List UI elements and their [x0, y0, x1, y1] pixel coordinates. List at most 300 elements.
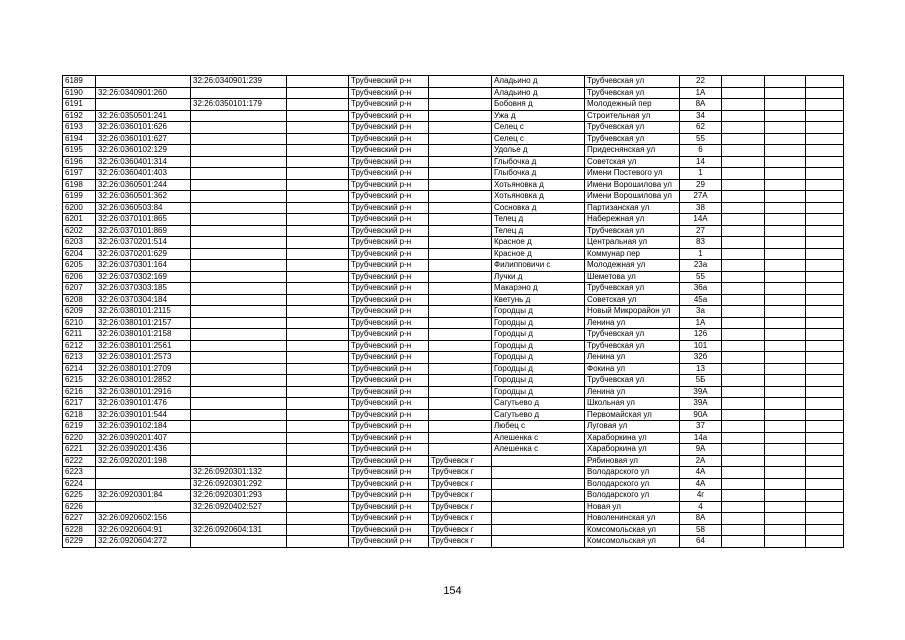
street-cell: Ленина ул: [585, 386, 680, 398]
blank-cell-1: [722, 455, 765, 467]
cadastral-number-2-cell: 32:26:0920301:293: [191, 490, 287, 502]
blank-cell-1: [722, 536, 765, 548]
blank-cell-2: [765, 352, 806, 364]
city-cell: [429, 444, 492, 456]
blank-cell-3: [806, 375, 844, 387]
cadastral-number-cell: [96, 501, 191, 513]
cadastral-number-2-cell: [191, 432, 287, 444]
blank-cell-1: [722, 156, 765, 168]
street-cell: Рябиновая ул: [585, 455, 680, 467]
extra-cell: [287, 455, 349, 467]
blank-cell-1: [722, 214, 765, 226]
house-number-cell: 22: [680, 76, 722, 88]
blank-cell-3: [806, 398, 844, 410]
table-row: [63, 432, 844, 444]
row-number-cell: 6222: [63, 455, 96, 467]
district-cell: Трубчевский р-н: [349, 524, 429, 536]
row-number-cell: 6192: [63, 110, 96, 122]
district-cell: Трубчевский р-н: [349, 271, 429, 283]
cadastral-number-2-cell: [191, 237, 287, 249]
street-cell: Новоленинская ул: [585, 513, 680, 525]
row-number-cell: 6200: [63, 202, 96, 214]
district-cell: Трубчевский р-н: [349, 294, 429, 306]
blank-cell-2: [765, 536, 806, 548]
settlement-cell: Кветунь д: [492, 294, 585, 306]
cadastral-number-cell: 32:26:0370301:164: [96, 260, 191, 272]
district-cell: Трубчевский р-н: [349, 133, 429, 145]
district-cell: Трубчевский р-н: [349, 501, 429, 513]
house-number-cell: 38: [680, 202, 722, 214]
settlement-cell: Телец д: [492, 214, 585, 226]
district-cell: Трубчевский р-н: [349, 444, 429, 456]
house-number-cell: 55: [680, 133, 722, 145]
blank-cell-2: [765, 214, 806, 226]
cadastral-number-cell: 32:26:0380101:2115: [96, 306, 191, 318]
table-row: [63, 202, 844, 214]
cadastral-number-2-cell: [191, 363, 287, 375]
street-cell: Фокина ул: [585, 363, 680, 375]
extra-cell: [287, 145, 349, 157]
cadastral-number-cell: 32:26:0920602:156: [96, 513, 191, 525]
blank-cell-2: [765, 329, 806, 341]
cadastral-number-2-cell: [191, 122, 287, 134]
extra-cell: [287, 375, 349, 387]
blank-cell-3: [806, 260, 844, 272]
cadastral-number-cell: 32:26:0340901:260: [96, 87, 191, 99]
cadastral-number-cell: [96, 76, 191, 88]
blank-cell-3: [806, 99, 844, 111]
city-cell: [429, 179, 492, 191]
blank-cell-1: [722, 248, 765, 260]
blank-cell-1: [722, 271, 765, 283]
blank-cell-1: [722, 168, 765, 180]
table-row: [63, 283, 844, 295]
cadastral-number-2-cell: [191, 375, 287, 387]
blank-cell-2: [765, 363, 806, 375]
blank-cell-2: [765, 398, 806, 410]
blank-cell-2: [765, 478, 806, 490]
blank-cell-3: [806, 513, 844, 525]
city-cell: [429, 225, 492, 237]
street-cell: Партизанская ул: [585, 202, 680, 214]
district-cell: Трубчевский р-н: [349, 432, 429, 444]
blank-cell-2: [765, 202, 806, 214]
row-number-cell: 6217: [63, 398, 96, 410]
house-number-cell: 14: [680, 156, 722, 168]
table-row: [63, 87, 844, 99]
settlement-cell: Телец д: [492, 225, 585, 237]
street-cell: Имени Ворошилова ул: [585, 191, 680, 203]
house-number-cell: 126: [680, 329, 722, 341]
city-cell: [429, 76, 492, 88]
district-cell: Трубчевский р-н: [349, 478, 429, 490]
cadastral-number-2-cell: 32:26:0920301:132: [191, 467, 287, 479]
cadastral-number-2-cell: [191, 421, 287, 433]
city-cell: [429, 260, 492, 272]
cadastral-number-cell: 32:26:0350501:241: [96, 110, 191, 122]
extra-cell: [287, 260, 349, 272]
city-cell: Трубчевск г: [429, 536, 492, 548]
table-row: [63, 260, 844, 272]
settlement-cell: Городцы д: [492, 306, 585, 318]
settlement-cell: [492, 501, 585, 513]
extra-cell: [287, 248, 349, 260]
street-cell: Трубчевская ул: [585, 329, 680, 341]
registry-table-body: [63, 76, 844, 548]
blank-cell-2: [765, 168, 806, 180]
blank-cell-1: [722, 352, 765, 364]
blank-cell-3: [806, 225, 844, 237]
row-number-cell: 6199: [63, 191, 96, 203]
blank-cell-3: [806, 168, 844, 180]
table-row: [63, 145, 844, 157]
street-cell: Придеснянская ул: [585, 145, 680, 157]
street-cell: Володарского ул: [585, 478, 680, 490]
blank-cell-2: [765, 490, 806, 502]
cadastral-number-cell: [96, 467, 191, 479]
settlement-cell: Сагутьево д: [492, 398, 585, 410]
city-cell: [429, 145, 492, 157]
city-cell: [429, 340, 492, 352]
extra-cell: [287, 202, 349, 214]
blank-cell-2: [765, 122, 806, 134]
settlement-cell: Любец с: [492, 421, 585, 433]
blank-cell-1: [722, 398, 765, 410]
blank-cell-2: [765, 179, 806, 191]
row-number-cell: 6216: [63, 386, 96, 398]
blank-cell-1: [722, 375, 765, 387]
blank-cell-3: [806, 248, 844, 260]
street-cell: Трубчевская ул: [585, 133, 680, 145]
cadastral-number-cell: 32:26:0370201:629: [96, 248, 191, 260]
table-row: [63, 317, 844, 329]
row-number-cell: 6197: [63, 168, 96, 180]
blank-cell-1: [722, 260, 765, 272]
street-cell: Володарского ул: [585, 467, 680, 479]
blank-cell-3: [806, 536, 844, 548]
extra-cell: [287, 490, 349, 502]
settlement-cell: [492, 513, 585, 525]
cadastral-number-cell: 32:26:0390201:407: [96, 432, 191, 444]
house-number-cell: 29: [680, 179, 722, 191]
city-cell: [429, 294, 492, 306]
cadastral-number-2-cell: [191, 225, 287, 237]
street-cell: Трубчевская ул: [585, 76, 680, 88]
house-number-cell: 4А: [680, 467, 722, 479]
blank-cell-1: [722, 386, 765, 398]
blank-cell-1: [722, 467, 765, 479]
house-number-cell: 27: [680, 225, 722, 237]
district-cell: Трубчевский р-н: [349, 490, 429, 502]
cadastral-number-2-cell: [191, 260, 287, 272]
city-cell: [429, 214, 492, 226]
city-cell: [429, 271, 492, 283]
city-cell: [429, 122, 492, 134]
settlement-cell: [492, 455, 585, 467]
street-cell: Трубчевская ул: [585, 283, 680, 295]
cadastral-number-cell: [96, 478, 191, 490]
blank-cell-1: [722, 444, 765, 456]
blank-cell-2: [765, 375, 806, 387]
cadastral-number-2-cell: 32:26:0350101:179: [191, 99, 287, 111]
row-number-cell: 6189: [63, 76, 96, 88]
house-number-cell: 62: [680, 122, 722, 134]
district-cell: Трубчевский р-н: [349, 76, 429, 88]
blank-cell-1: [722, 363, 765, 375]
cadastral-number-cell: 32:26:0380101:2157: [96, 317, 191, 329]
house-number-cell: 23а: [680, 260, 722, 272]
district-cell: Трубчевский р-н: [349, 110, 429, 122]
street-cell: Трубчевская ул: [585, 122, 680, 134]
blank-cell-3: [806, 363, 844, 375]
blank-cell-3: [806, 294, 844, 306]
row-number-cell: 6221: [63, 444, 96, 456]
blank-cell-1: [722, 329, 765, 341]
blank-cell-3: [806, 329, 844, 341]
settlement-cell: Бобовня д: [492, 99, 585, 111]
cadastral-number-2-cell: [191, 87, 287, 99]
cadastral-number-cell: 32:26:0390201:436: [96, 444, 191, 456]
city-cell: [429, 306, 492, 318]
extra-cell: [287, 432, 349, 444]
district-cell: Трубчевский р-н: [349, 122, 429, 134]
cadastral-number-cell: 32:26:0380101:2158: [96, 329, 191, 341]
blank-cell-1: [722, 283, 765, 295]
table-row: [63, 329, 844, 341]
blank-cell-3: [806, 202, 844, 214]
cadastral-number-cell: 32:26:0370101:869: [96, 225, 191, 237]
city-cell: [429, 386, 492, 398]
cadastral-number-2-cell: [191, 133, 287, 145]
district-cell: Трубчевский р-н: [349, 352, 429, 364]
district-cell: Трубчевский р-н: [349, 409, 429, 421]
extra-cell: [287, 513, 349, 525]
table-row: [63, 179, 844, 191]
blank-cell-1: [722, 317, 765, 329]
extra-cell: [287, 352, 349, 364]
cadastral-number-2-cell: [191, 444, 287, 456]
blank-cell-2: [765, 306, 806, 318]
cadastral-number-cell: 32:26:0920301:84: [96, 490, 191, 502]
cadastral-number-2-cell: [191, 110, 287, 122]
street-cell: Центральная ул: [585, 237, 680, 249]
blank-cell-2: [765, 191, 806, 203]
table-row: [63, 513, 844, 525]
house-number-cell: 39А: [680, 386, 722, 398]
district-cell: Трубчевский р-н: [349, 283, 429, 295]
extra-cell: [287, 363, 349, 375]
blank-cell-1: [722, 179, 765, 191]
cadastral-number-2-cell: [191, 306, 287, 318]
blank-cell-3: [806, 340, 844, 352]
blank-cell-3: [806, 214, 844, 226]
blank-cell-1: [722, 513, 765, 525]
city-cell: [429, 202, 492, 214]
blank-cell-2: [765, 99, 806, 111]
row-number-cell: 6190: [63, 87, 96, 99]
cadastral-number-cell: 32:26:0390101:476: [96, 398, 191, 410]
city-cell: [429, 398, 492, 410]
street-cell: Коммунар пер: [585, 248, 680, 260]
table-row: [63, 352, 844, 364]
blank-cell-2: [765, 386, 806, 398]
row-number-cell: 6223: [63, 467, 96, 479]
row-number-cell: 6195: [63, 145, 96, 157]
blank-cell-1: [722, 524, 765, 536]
settlement-cell: Лучки д: [492, 271, 585, 283]
street-cell: Хараборкина ул: [585, 432, 680, 444]
blank-cell-1: [722, 490, 765, 502]
table-row: [63, 421, 844, 433]
city-cell: Трубчевск г: [429, 478, 492, 490]
blank-cell-2: [765, 524, 806, 536]
house-number-cell: 37: [680, 421, 722, 433]
blank-cell-1: [722, 145, 765, 157]
city-cell: [429, 352, 492, 364]
cadastral-number-cell: 32:26:0360101:626: [96, 122, 191, 134]
cadastral-number-2-cell: [191, 168, 287, 180]
cadastral-number-2-cell: [191, 294, 287, 306]
blank-cell-3: [806, 432, 844, 444]
house-number-cell: 14а: [680, 432, 722, 444]
cadastral-number-cell: 32:26:0380101:2709: [96, 363, 191, 375]
settlement-cell: Алешенка с: [492, 432, 585, 444]
blank-cell-1: [722, 237, 765, 249]
cadastral-number-cell: 32:26:0920604:91: [96, 524, 191, 536]
street-cell: Молодежная ул: [585, 260, 680, 272]
extra-cell: [287, 444, 349, 456]
blank-cell-1: [722, 225, 765, 237]
street-cell: Строительная ул: [585, 110, 680, 122]
settlement-cell: Глыбочка д: [492, 168, 585, 180]
settlement-cell: Удолье д: [492, 145, 585, 157]
house-number-cell: 55: [680, 271, 722, 283]
street-cell: Молодежный пер: [585, 99, 680, 111]
extra-cell: [287, 409, 349, 421]
house-number-cell: 1А: [680, 317, 722, 329]
blank-cell-2: [765, 432, 806, 444]
city-cell: [429, 99, 492, 111]
city-cell: [429, 248, 492, 260]
cadastral-number-cell: 32:26:0390102:184: [96, 421, 191, 433]
cadastral-number-2-cell: [191, 352, 287, 364]
extra-cell: [287, 214, 349, 226]
city-cell: [429, 133, 492, 145]
cadastral-number-2-cell: [191, 329, 287, 341]
row-number-cell: 6214: [63, 363, 96, 375]
table-row: [63, 363, 844, 375]
table-row: [63, 398, 844, 410]
row-number-cell: 6213: [63, 352, 96, 364]
street-cell: Имени Постевого ул: [585, 168, 680, 180]
blank-cell-1: [722, 87, 765, 99]
blank-cell-3: [806, 306, 844, 318]
blank-cell-2: [765, 455, 806, 467]
row-number-cell: 6191: [63, 99, 96, 111]
blank-cell-3: [806, 76, 844, 88]
extra-cell: [287, 271, 349, 283]
cadastral-number-2-cell: [191, 409, 287, 421]
house-number-cell: 58: [680, 524, 722, 536]
cadastral-number-2-cell: [191, 340, 287, 352]
extra-cell: [287, 76, 349, 88]
city-cell: [429, 87, 492, 99]
settlement-cell: Хотьяновка д: [492, 179, 585, 191]
house-number-cell: 1: [680, 248, 722, 260]
cadastral-number-2-cell: [191, 283, 287, 295]
house-number-cell: 34: [680, 110, 722, 122]
street-cell: Советская ул: [585, 294, 680, 306]
cadastral-number-cell: 32:26:0370201:514: [96, 237, 191, 249]
city-cell: [429, 317, 492, 329]
blank-cell-3: [806, 133, 844, 145]
cadastral-number-2-cell: [191, 214, 287, 226]
blank-cell-1: [722, 340, 765, 352]
row-number-cell: 6196: [63, 156, 96, 168]
cadastral-number-2-cell: [191, 145, 287, 157]
extra-cell: [287, 421, 349, 433]
settlement-cell: Городцы д: [492, 363, 585, 375]
cadastral-number-cell: 32:26:0360501:362: [96, 191, 191, 203]
settlement-cell: Городцы д: [492, 317, 585, 329]
blank-cell-1: [722, 133, 765, 145]
district-cell: Трубчевский р-н: [349, 168, 429, 180]
blank-cell-1: [722, 99, 765, 111]
city-cell: [429, 168, 492, 180]
cadastral-number-cell: 32:26:0370302:169: [96, 271, 191, 283]
row-number-cell: 6207: [63, 283, 96, 295]
house-number-cell: 14А: [680, 214, 722, 226]
table-row: [63, 467, 844, 479]
district-cell: Трубчевский р-н: [349, 214, 429, 226]
house-number-cell: 64: [680, 536, 722, 548]
house-number-cell: 13: [680, 363, 722, 375]
extra-cell: [287, 133, 349, 145]
street-cell: Ленина ул: [585, 317, 680, 329]
district-cell: Трубчевский р-н: [349, 421, 429, 433]
city-cell: [429, 191, 492, 203]
settlement-cell: [492, 524, 585, 536]
row-number-cell: 6228: [63, 524, 96, 536]
row-number-cell: 6224: [63, 478, 96, 490]
cadastral-number-2-cell: [191, 248, 287, 260]
blank-cell-2: [765, 317, 806, 329]
city-cell: Трубчевск г: [429, 513, 492, 525]
street-cell: Хараборкина ул: [585, 444, 680, 456]
settlement-cell: Аладьино д: [492, 87, 585, 99]
district-cell: Трубчевский р-н: [349, 87, 429, 99]
row-number-cell: 6210: [63, 317, 96, 329]
extra-cell: [287, 386, 349, 398]
street-cell: Луговая ул: [585, 421, 680, 433]
city-cell: [429, 110, 492, 122]
cadastral-number-2-cell: [191, 398, 287, 410]
extra-cell: [287, 283, 349, 295]
blank-cell-1: [722, 421, 765, 433]
house-number-cell: 4А: [680, 478, 722, 490]
blank-cell-1: [722, 76, 765, 88]
row-number-cell: 6212: [63, 340, 96, 352]
house-number-cell: 1: [680, 168, 722, 180]
street-cell: Трубчевская ул: [585, 375, 680, 387]
extra-cell: [287, 122, 349, 134]
district-cell: Трубчевский р-н: [349, 202, 429, 214]
house-number-cell: 101: [680, 340, 722, 352]
row-number-cell: 6198: [63, 179, 96, 191]
table-row: [63, 490, 844, 502]
blank-cell-2: [765, 133, 806, 145]
district-cell: Трубчевский р-н: [349, 375, 429, 387]
